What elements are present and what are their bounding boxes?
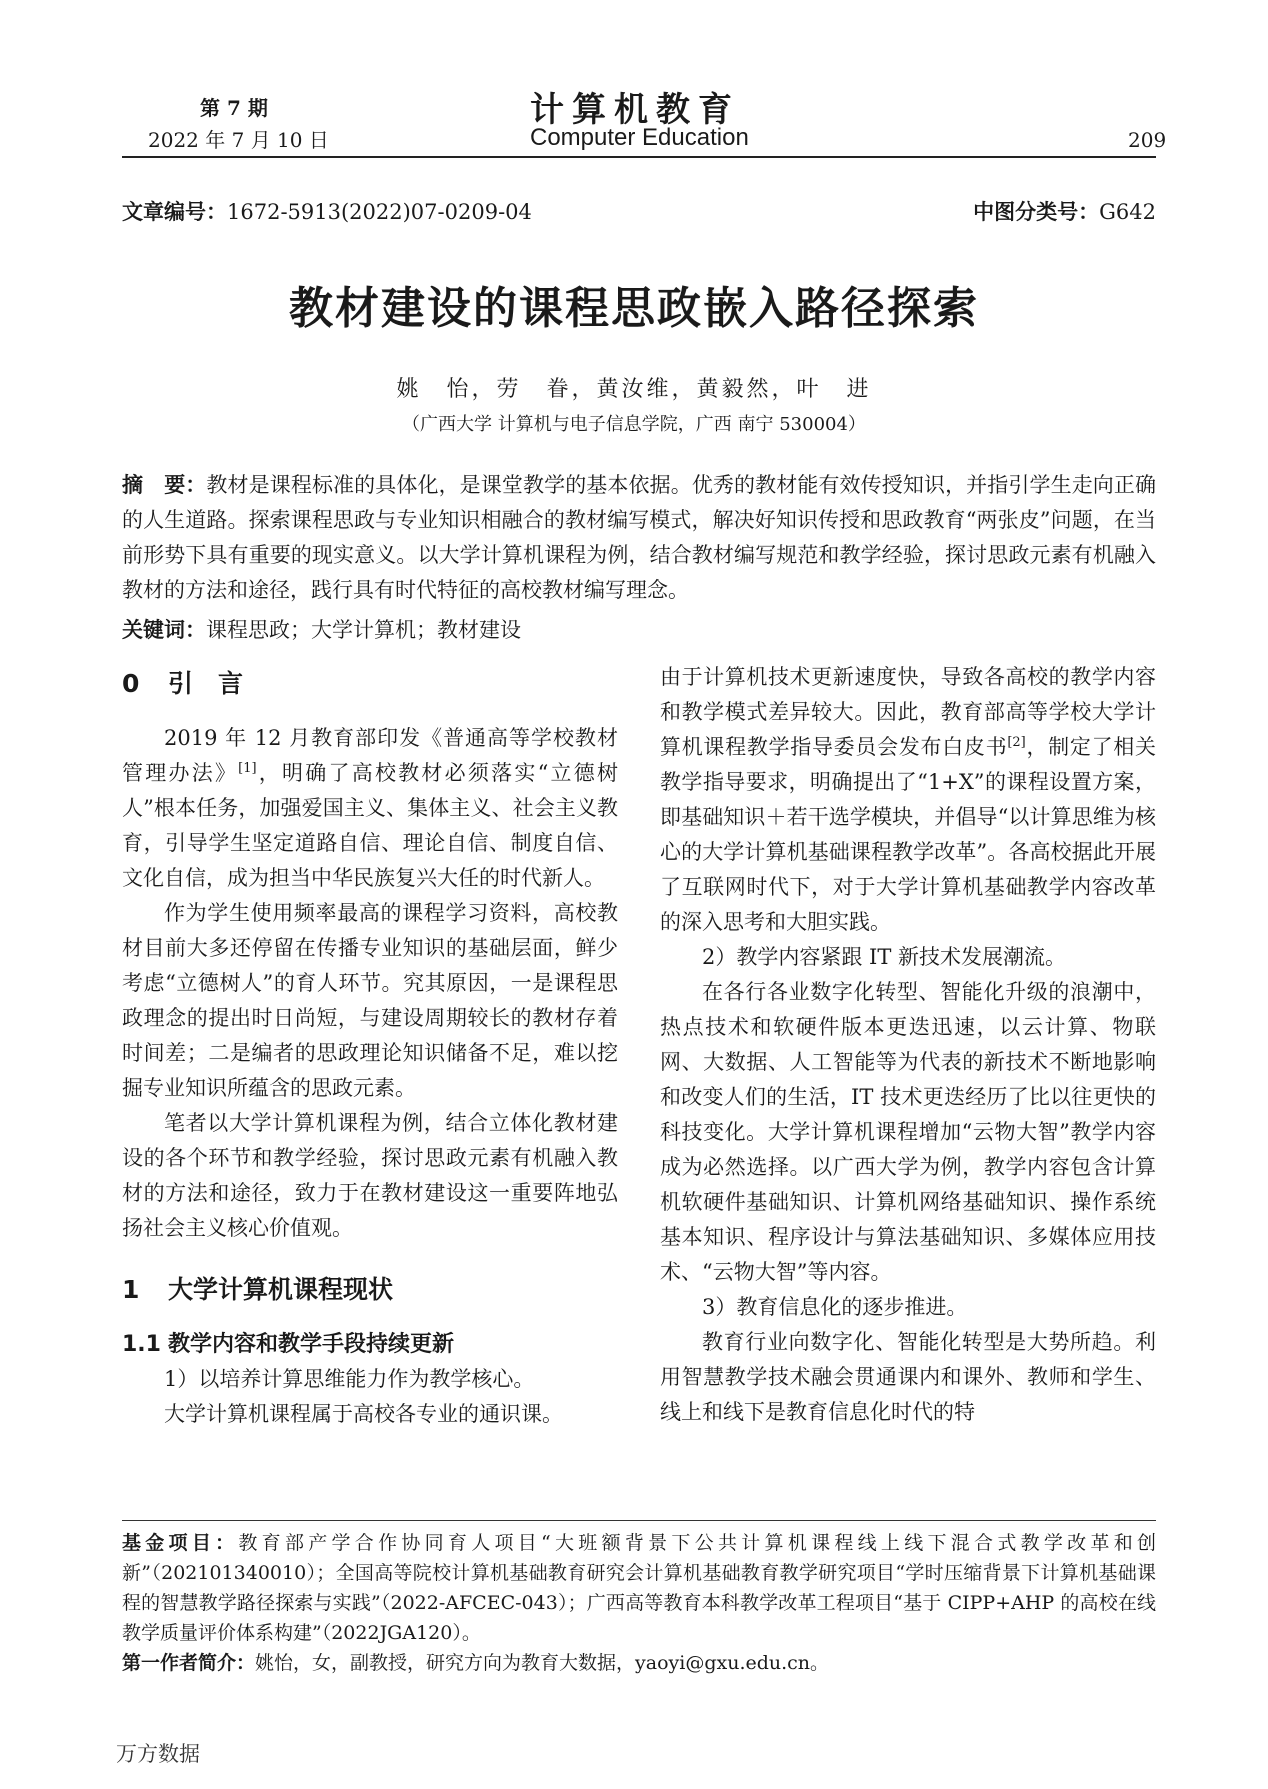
header-rule	[122, 156, 1156, 158]
paragraph: 作为学生使用频率最高的课程学习资料，高校教材目前大多还停留在传播专业知识的基础层面，鲜少考虑“立德树人”的育人环节。究其原因，一是课程思政理念的提出时日尚短，与建设周期较长的教材存着时间差；二是编者的思政理论知识储备不足，难以挖掘专业知识所蕴含的思政元素。	[122, 901, 618, 1100]
affiliation: （广西大学 计算机与电子信息学院，广西 南宁 530004）	[402, 414, 866, 435]
paragraph	[122, 721, 618, 896]
paragraph: 大学计算机课程属于高校各专业的通识课。	[164, 1402, 563, 1426]
article-id-label: 文章编号：	[122, 200, 227, 224]
subsection-number: 1.1	[122, 1332, 161, 1357]
author-note-text: 姚怡，女，副教授，研究方向为教育大数据，yaoyi@gxu.edu.cn。	[255, 1652, 830, 1674]
author-note	[122, 1648, 1156, 1678]
paragraph-text: 由于计算机技术更新速度快，导致各高校的教学内容和教学模式差异较大。因此，教育部高等学校大学计算机课程教学指导委员会发布白皮书	[660, 665, 1156, 759]
citation-ref: [2]	[1007, 735, 1026, 750]
keywords-label: 关键词：	[122, 618, 206, 642]
section-title: 大学计算机课程现状	[168, 1275, 394, 1304]
list-item: 3）教育信息化的逐步推进。	[702, 1295, 968, 1319]
paragraph-text: 2019 年 12 月教育部印发《普通高等学校教材管理办法》	[122, 726, 618, 785]
subsection-title: 教学内容和教学手段持续更新	[168, 1332, 455, 1357]
paragraph: 在各行各业数字化转型、智能化升级的浪潮中，热点技术和软硬件版本更迭迅速，以云计算、物联网、大数据、人工智能等为代表的新技术不断地影响和改变人们的生活，IT 技术更迭经历了比以往更快的科技变化。大学计算机课程增加“云物大智”教学内容成为必然选择。以广西大学为例，教学内容包含计算机软硬件基础知识、计算机网络基础知识、操作系统基本知识、程序设计与算法基础知识、多媒体应用技术、“云物大智”等内容。	[660, 980, 1156, 1284]
subsection-1-1-heading	[122, 1327, 618, 1362]
paragraph-text: ，明确了高校教材必须落实“立德树人”根本任务，加强爱国主义、集体主义、社会主义教育，引导学生坚定道路自信、理论自信、制度自信、文化自信，成为担当中华民族复兴大任的时代新人。	[122, 761, 618, 890]
footnotes	[122, 1528, 1156, 1678]
watermark: 万方数据	[116, 1742, 200, 1766]
left-column	[122, 660, 618, 1432]
section-number: 1	[122, 1275, 140, 1304]
keywords	[122, 614, 1156, 644]
section-1-heading	[122, 1272, 618, 1307]
section-0-heading	[122, 666, 618, 701]
list-item: 2）教学内容紧跟 IT 新技术发展潮流。	[702, 945, 1067, 969]
classification-value: G642	[1099, 200, 1156, 224]
issue-date: 2022 年 7 月 10 日	[148, 128, 329, 152]
abstract-text: 教材是课程标准的具体化，是课堂教学的基本依据。优秀的教材能有效传授知识，并指引学生走向正确的人生道路。探索课程思政与专业知识相融合的教材编写模式，解决好知识传授和思政教育“两张皮”问题，在当前形势下具有重要的现实意义。以大学计算机课程为例，结合教材编写规范和教学经验，探讨思政元素有机融入教材的方法和途径，践行具有时代特征的高校教材编写理念。	[122, 473, 1157, 602]
footnote-rule	[122, 1520, 1156, 1521]
issue-number: 第 7 期	[200, 96, 268, 120]
abstract	[122, 468, 1156, 608]
paragraph: 笔者以大学计算机课程为例，结合立体化教材建设的各个环节和教学经验，探讨思政元素有机融入教材的方法和途径，致力于在教材建设这一重要阵地弘扬社会主义核心价值观。	[122, 1111, 618, 1240]
paragraph: 教育行业向数字化、智能化转型是大势所趋。利用智慧教学技术融会贯通课内和课外、教师和学生、线上和线下是教育信息化时代的特	[660, 1330, 1156, 1424]
journal-title-cn: 计算机教育	[530, 90, 740, 130]
article-id	[122, 196, 532, 226]
journal-title-en: Computer Education	[530, 124, 749, 151]
keywords-text: 课程思政；大学计算机；教材建设	[206, 618, 521, 642]
citation-ref: [1]	[238, 761, 257, 776]
article-id-value: 1672-5913(2022)07-0209-04	[227, 200, 532, 224]
section-title: 引 言	[168, 669, 244, 698]
classification	[973, 196, 1156, 226]
funding-label: 基金项目：	[122, 1532, 239, 1554]
paper-title: 教材建设的课程思政嵌入路径探索	[289, 283, 979, 334]
page-number: 209	[1128, 128, 1167, 152]
funding-text: 教育部产学合作协同育人项目“大班额背景下公共计算机课程线上线下混合式教学改革和创新”（202101340010）；全国高等院校计算机基础教育研究会计算机基础教育教学研究项目“学时压缩背景下计算机基础课程的智慧教学路径探索与实践”（2022-AFCEC-043）；广西高等教育本科教学改革工程项目“基于 CIPP+AHP 的高校在线教学质量评价体系构建”（2022JGA120）。	[122, 1532, 1156, 1644]
section-number: 0	[122, 669, 140, 698]
funding-note	[122, 1528, 1156, 1648]
classification-label: 中图分类号：	[973, 200, 1100, 224]
paragraph	[660, 660, 1156, 940]
right-column	[660, 660, 1156, 1430]
author-note-label: 第一作者简介：	[122, 1652, 256, 1674]
list-item: 1）以培养计算思维能力作为教学核心。	[164, 1367, 535, 1391]
authors: 姚 怡，劳 眷，黄汝维，黄毅然，叶 进	[396, 377, 872, 402]
paragraph-text: ，制定了相关教学指导要求，明确提出了“1+X”的课程设置方案，即基础知识＋若干选学模块，并倡导“以计算思维为核心的大学计算机基础课程教学改革”。各高校据此开展了互联网时代下，对于大学计算机基础教学内容改革的深入思考和大胆实践。	[660, 735, 1156, 934]
abstract-label: 摘 要：	[122, 473, 207, 497]
